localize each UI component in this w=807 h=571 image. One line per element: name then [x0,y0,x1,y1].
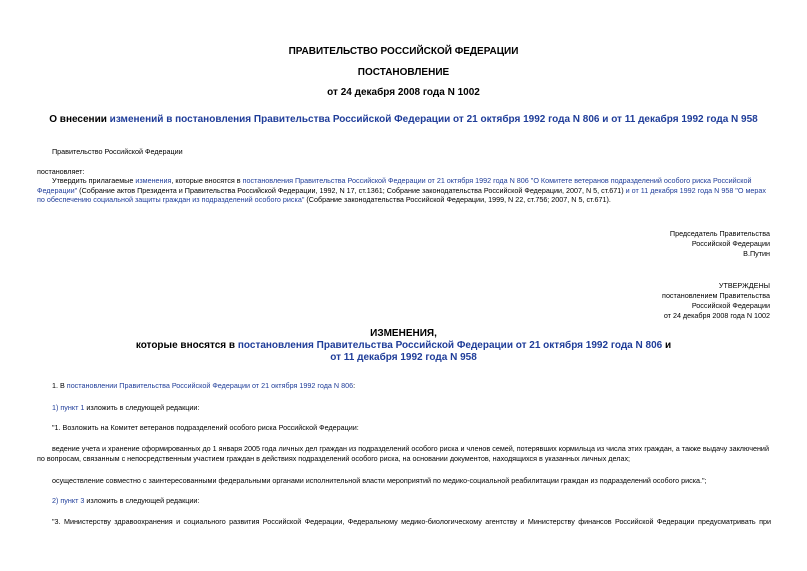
item-1 [52,381,355,391]
changes-link[interactable]: изменения [135,176,172,185]
document-date: от 24 декабря 2008 года N 1002 [327,87,480,98]
item1-1-text: изложить в следующей редакции: [84,403,200,412]
item1-2-text: изложить в следующей редакции: [84,496,200,505]
approval-line-3: Российской Федерации [691,301,770,310]
title-link[interactable]: изменений в постановления Правительства Российской Федерации от 21 октября 1992 года N 806 и от 11 декабря 1992 года N 958 [109,114,758,125]
item1-2-link[interactable]: 2) пункт 3 [52,496,85,505]
decides-line: постановляет: [37,167,85,176]
changes-958-link[interactable]: от 11 декабря 1992 года N 958 [330,352,477,363]
signature-block [560,229,770,259]
item1-1-link[interactable]: 1) пункт 1 [52,403,85,412]
changes-heading: ИЗМЕНЕНИЯ, [370,328,437,339]
item-1-1 [52,403,199,413]
approval-line-1: УТВЕРЖДЕНЫ [718,281,770,290]
p1-text-c: (Собрание актов Президента и Правительства Российской Федерации, 1992, N 17, ст.1361; Собрание законодательства Российской Федерации, 2007, N 5, ст.671) [77,185,626,195]
item1-prefix: 1. В [52,381,67,390]
subject-line: Правительство Российской Федерации [52,147,183,156]
changes-806-link[interactable]: постановления Правительства Российской Федерации от 21 октября 1992 года N 806 [237,340,663,351]
p1-text-b: , которые вносятся в [171,176,243,185]
document-title [0,114,807,125]
p1-text-a: Утвердить прилагаемые [52,176,136,185]
item-1-2 [52,496,199,506]
government-name: ПРАВИТЕЛЬСТВО РОССИЙСКОЙ ФЕДЕРАЦИИ [288,46,519,57]
title-prefix: О внесении [49,114,110,125]
approval-line-2: постановлением Правительства [662,291,770,300]
signature-country: Российской Федерации [691,239,770,248]
item1-link[interactable]: постановлении Правительства Российской Федерации от 21 октября 1992 года N 806 [66,381,354,390]
signature-name: В.Путин [743,249,770,258]
resolution-806-link[interactable]: постановления Правительства Российской Федерации от 21 октября 1992 года N 806 "О Комитете ветеранов подразделений особого риска Российской Федерации" [37,176,752,195]
document-type: ПОСТАНОВЛЕНИЕ [357,67,450,78]
approval-block [560,281,770,321]
resolution-958-link[interactable]: от 11 декабря 1992 года N 958 "О мерах по обеспечению социальной защиты граждан из подразделений особого риска" [37,185,766,204]
quote-1-paragraph-2: осуществление совместно с заинтересованными федеральными органами исполнительной власти мероприятий по медико-социальной реабилитации граждан из подразделений особого риска."; [52,476,707,485]
approval-line-4: от 24 декабря 2008 года N 1002 [663,311,770,320]
changes-subheading [0,340,807,364]
p1-text-d: (Собрание законодательства Российской Федерации, 1999, N 22, ст.756; 2007, N 5, ст.671). [304,195,611,204]
quote-1-paragraph-1: ведение учета и хранение сформированных до 1 января 2005 года личных дел граждан из подразделений особого риска и членов семей, потерявших кормильца из числа этих граждан, а также выдачу заключений по вопросам, связанным с непосредственным участием граждан в действиях подразделений особого риска, на основании документов, находящихся в указанных личных делах; [37,444,769,463]
changes-sub-prefix: которые вносятся в [135,340,238,351]
and-link[interactable]: и [625,185,630,195]
quote-1-intro: "1. Возложить на Комитет ветеранов подразделений особого риска Российской Федерации: [52,423,359,432]
changes-sub-and: и [662,340,672,351]
paragraph-approve [37,176,771,205]
item1-suffix: : [353,381,356,390]
quote-2-start: "3. Министерству здравоохранения и социального развития Российской Федерации, Федеральному медико-биологическому агентству и Министерству финансов Российской Федерации предусматривать при [52,517,771,526]
signature-title: Председатель Правительства [669,229,770,238]
